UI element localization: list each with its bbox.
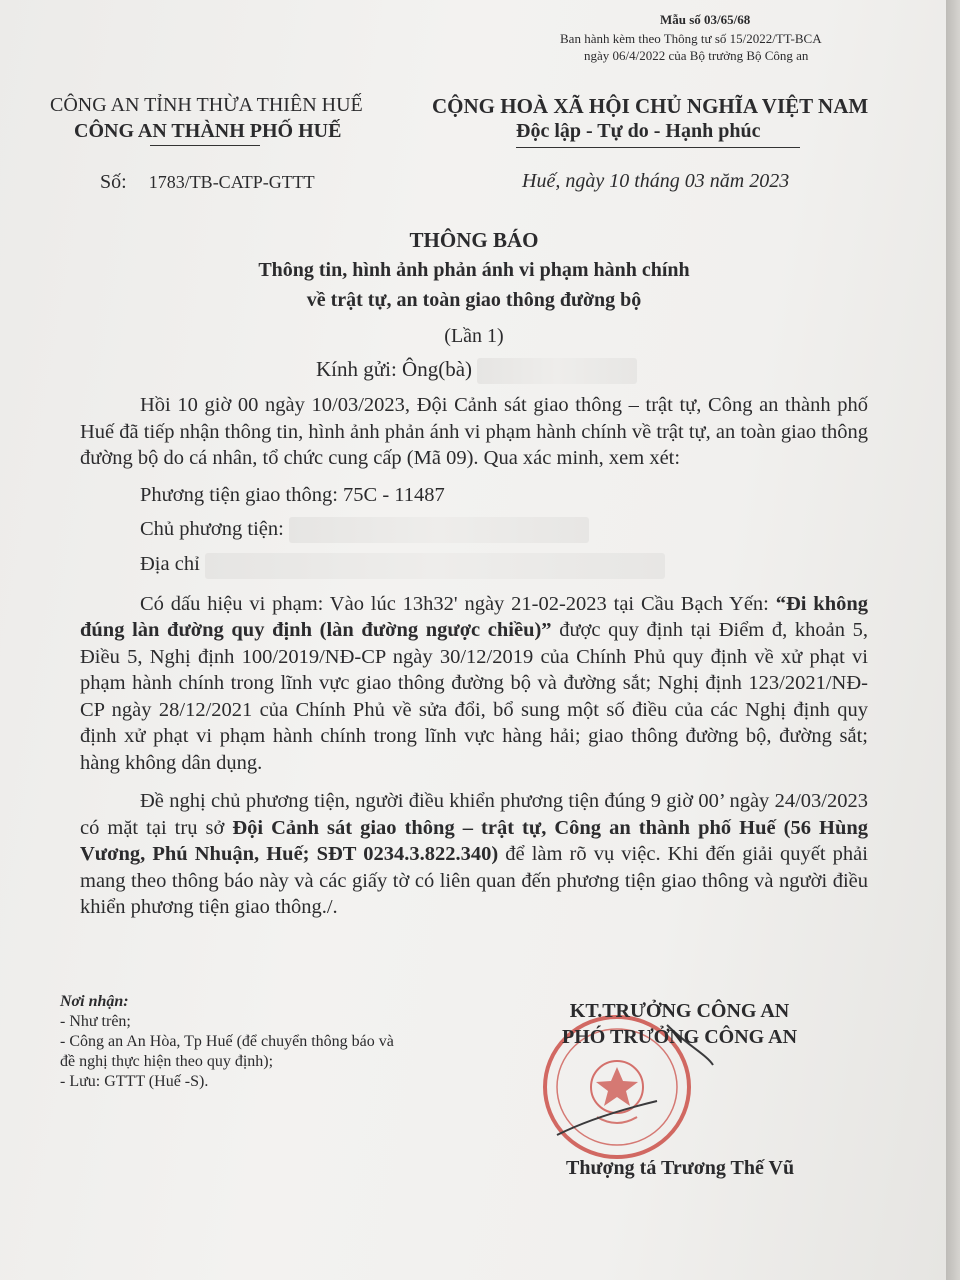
motto-underline	[516, 147, 800, 148]
organization-underline	[150, 145, 260, 146]
address-label: Địa chỉ	[140, 553, 200, 576]
request-instructions: để làm rõ vụ việc. Khi đến giải quyết phải mang theo thông báo này và các giấy tờ có liên quan đến phương tiện giao thông và người điều khiển phương tiện giao thông./.	[80, 843, 868, 919]
violation-description: “Đi không đúng làn đường quy định (làn đường ngược chiều)”	[80, 592, 868, 642]
notice-round: (Lần 1)	[444, 325, 504, 347]
signature-title-line-2: PHÓ TRƯỞNG CÔNG AN	[562, 1026, 798, 1048]
violation-paragraph	[80, 591, 868, 777]
vehicle-line: Phương tiện giao thông: 75C - 11487	[140, 483, 445, 506]
national-motto: Độc lập - Tự do - Hạnh phúc	[516, 120, 761, 142]
signature-title-line-1: KT.TRƯỞNG CÔNG AN	[569, 1000, 790, 1022]
request-location: Đội Cảnh sát giao thông – trật tự, Công an thành phố Huế (56 Hùng Vương, Phú Nhuận, Huế; SĐT 0234.3.822.340)	[80, 816, 869, 866]
recipients-list	[60, 992, 394, 1092]
document-title: THÔNG BÁO	[409, 228, 539, 252]
intro-paragraph: Hồi 10 giờ 00 ngày 10/03/2023, Đội Cảnh sát giao thông – trật tự, Công an thành phố Huế đã tiếp nhận thông tin, hình ảnh phản ánh vi phạm hành chính về trật tự, an toàn giao thông đường bộ do cá nhân, tổ chức cung cấp (Mã 09). Qua xác minh, xem xét:	[80, 394, 868, 469]
recipients-heading: Nơi nhận:	[60, 993, 129, 1010]
parent-organization: CÔNG AN TỈNH THỪA THIÊN HUẾ	[50, 94, 363, 116]
document-number	[100, 171, 315, 194]
signer-name: Thượng tá Trương Thế Vũ	[566, 1157, 795, 1179]
recipient-item: đề nghị thực hiện theo quy định);	[60, 1053, 274, 1070]
violation-intro: Có dấu hiệu vi phạm: Vào lúc 13h32' ngày 21-02-2023 tại Cầu Bạch Yến:	[140, 592, 769, 615]
address-line	[80, 551, 868, 578]
issued-by-line-2: ngày 06/4/2022 của Bộ trưởng Bộ Công an	[584, 48, 809, 63]
national-title: CỘNG HOÀ XÃ HỘI CHỦ NGHĨA VIỆT NAM	[432, 94, 869, 118]
document-subtitle-1: Thông tin, hình ảnh phản ánh vi phạm hành chính	[258, 259, 690, 281]
owner-line	[80, 516, 868, 543]
issuing-organization: CÔNG AN THÀNH PHỐ HUẾ	[74, 120, 342, 142]
document-number-value: 1783/TB-CATP-GTTT	[148, 172, 315, 192]
redacted-address	[205, 553, 665, 579]
document-number-label: Số:	[100, 171, 127, 193]
request-intro: Đề nghị chủ phương tiện, người điều khiển phương tiện đúng 9 giờ 00’ ngày 24/03/2023 có mặt tại trụ sở	[80, 790, 868, 839]
signature-block	[562, 998, 797, 1050]
recipient-label: Kính gửi: Ông(bà)	[316, 357, 473, 381]
redacted-recipient-name	[477, 358, 637, 384]
redacted-owner-name	[289, 517, 589, 543]
recipient-item: - Công an An Hòa, Tp Huế (để chuyển thông báo và	[60, 1033, 394, 1050]
violation-legal-basis: được quy định tại Điểm đ, khoản 5, Điều 5, Nghị định 100/2019/NĐ-CP ngày 30/12/2019 của Chính Phủ quy định về xử phạt vi phạm hành chính trong lĩnh vực giao thông đường bộ và đường sắt; Nghị định 123/2021/NĐ-CP ngày 28/12/2021 của Chính Phủ về sửa đổi, bổ sung một số điều của các Nghị định quy định xử phạt vi phạm hành chính trong lĩnh vực hàng hải; giao thông đường bộ, đường sắt; hàng không dân dụng.	[80, 619, 868, 774]
document-date: Huế, ngày 10 tháng 03 năm 2023	[522, 170, 790, 192]
document-subtitle-2: về trật tự, an toàn giao thông đường bộ	[306, 289, 642, 311]
request-paragraph	[80, 788, 868, 921]
recipient-item: - Lưu: GTTT (Huế -S).	[60, 1073, 209, 1090]
notice-body	[80, 392, 868, 921]
recipient-line	[316, 357, 637, 384]
form-number: Mẫu số 03/65/68	[660, 12, 751, 27]
issued-by-line-1: Ban hành kèm theo Thông tư số 15/2022/TT-BCA	[560, 31, 822, 46]
page-edge-shadow	[946, 0, 960, 1280]
recipient-item: - Như trên;	[60, 1013, 131, 1030]
owner-label: Chủ phương tiện:	[140, 518, 284, 540]
